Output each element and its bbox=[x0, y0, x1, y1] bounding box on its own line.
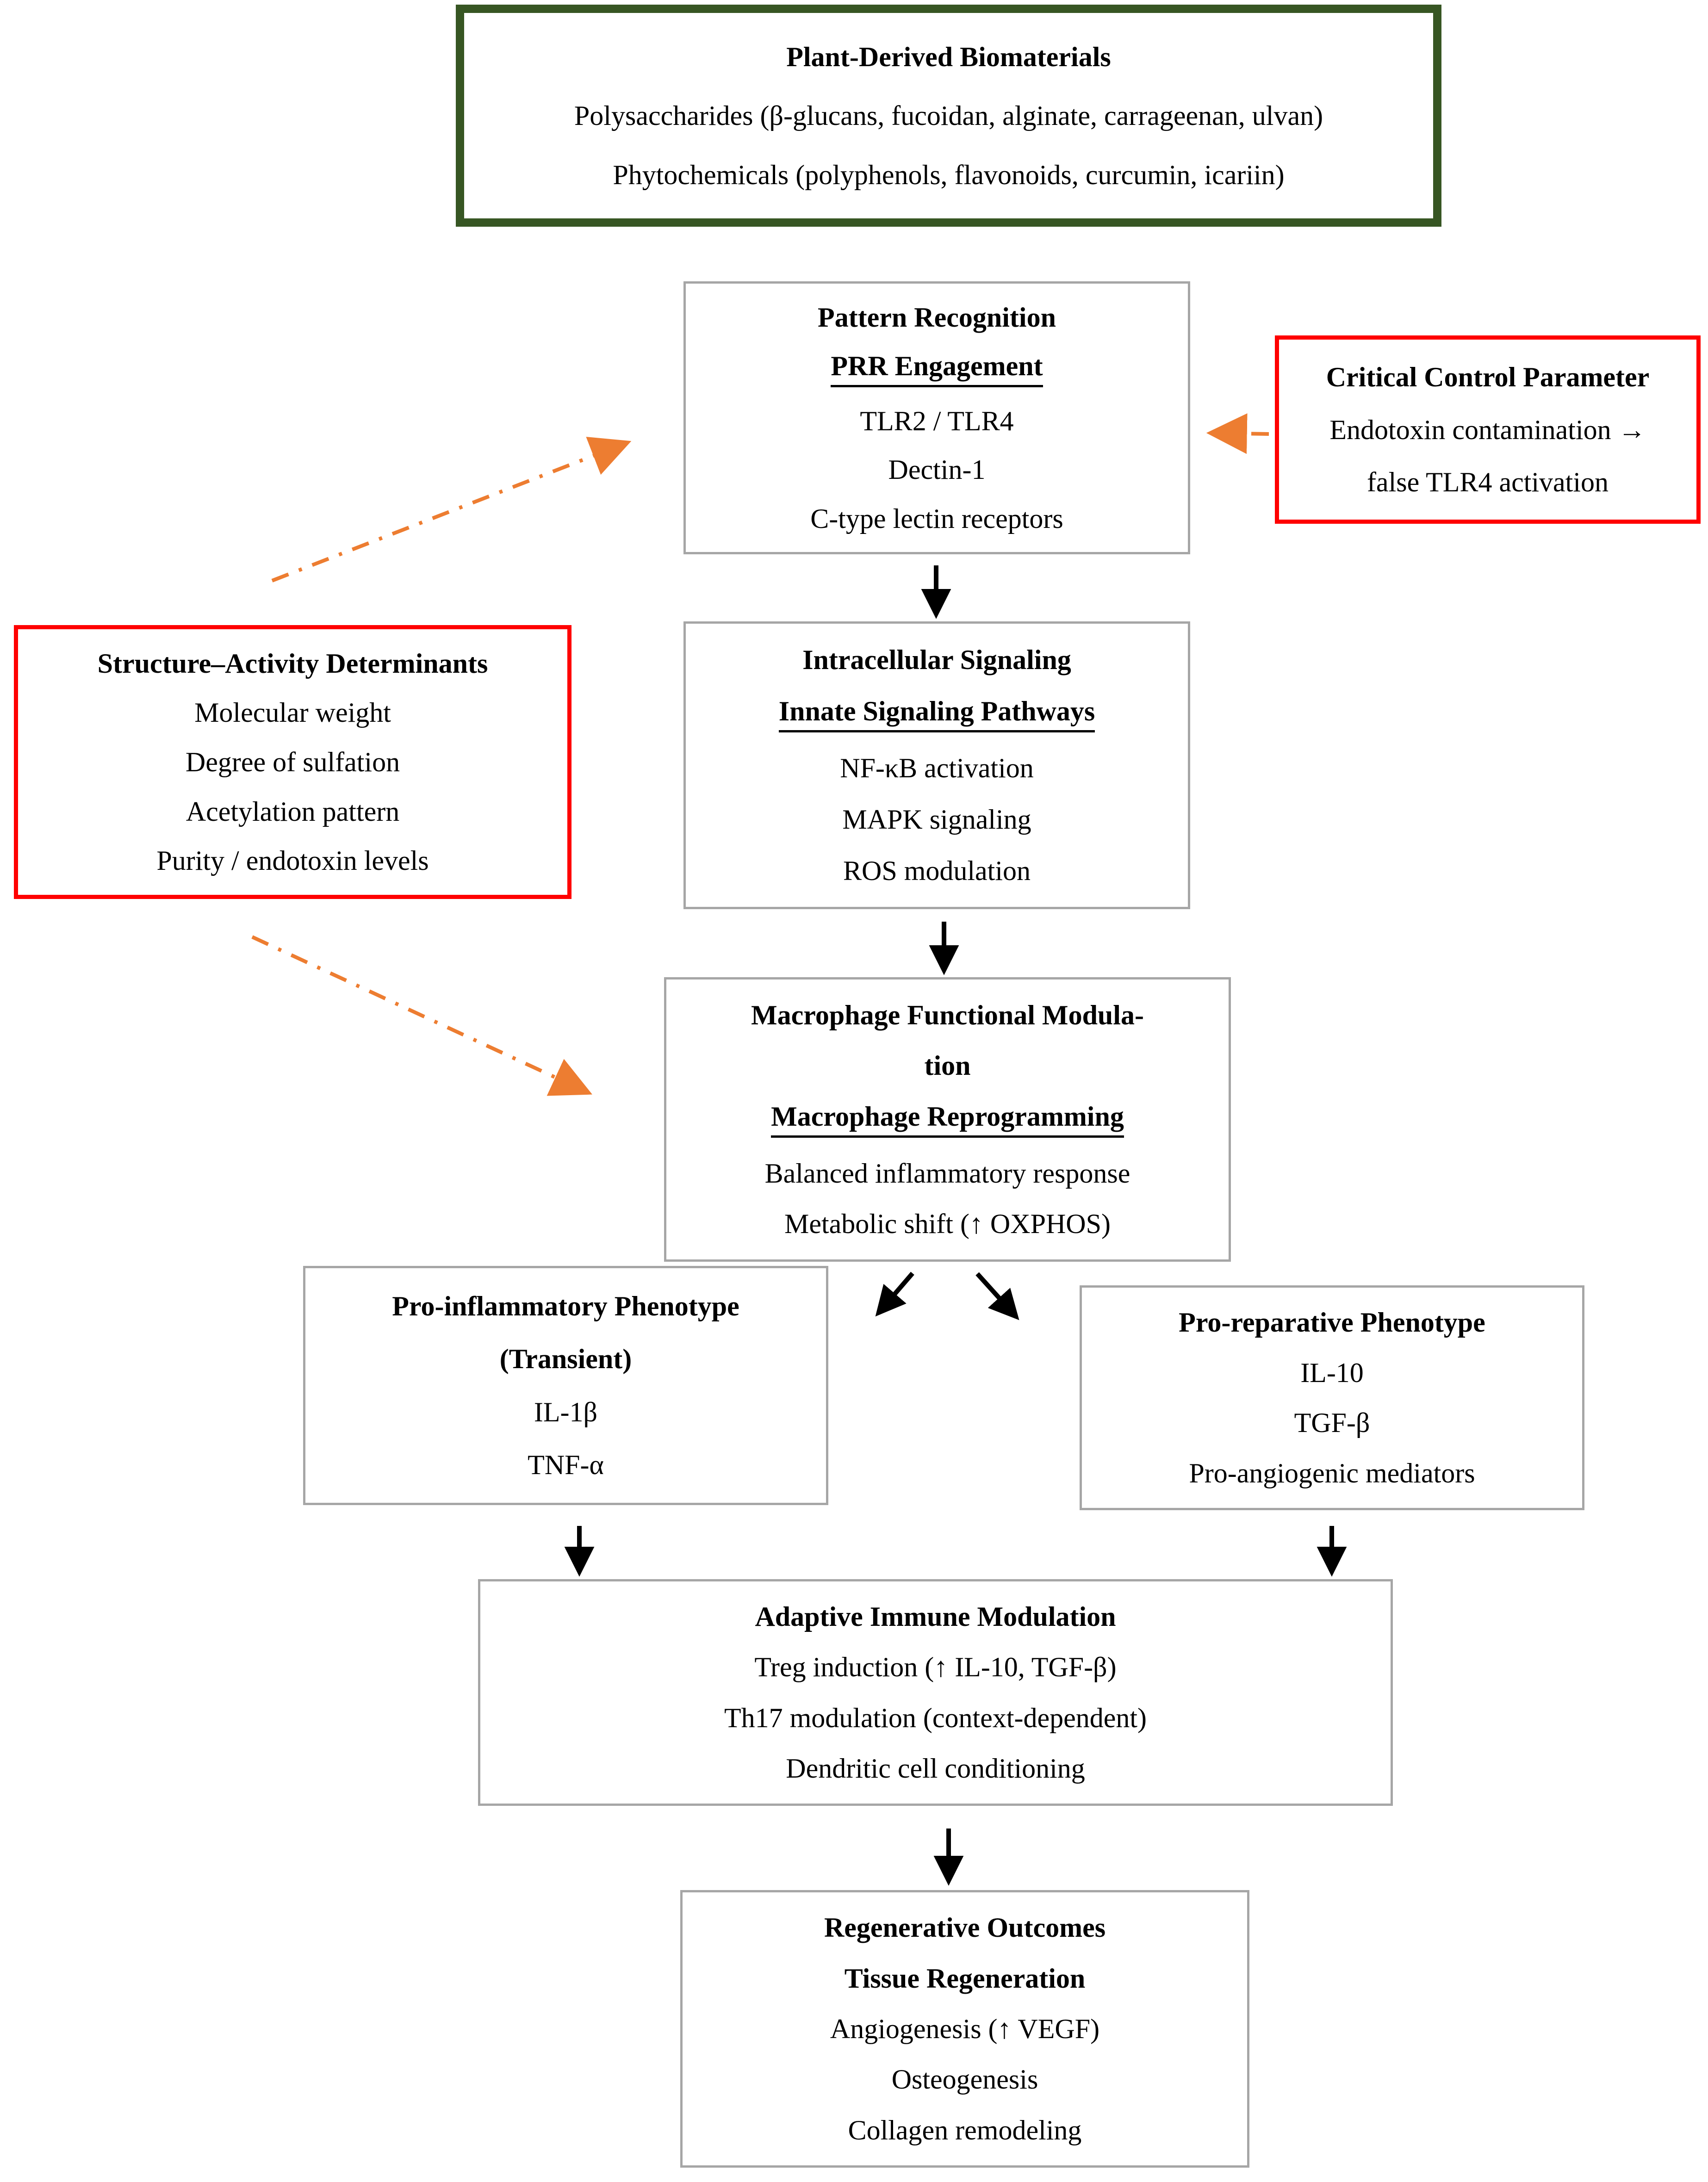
node-subtitle: Macrophage Reprogramming bbox=[771, 1101, 1124, 1138]
node-text-line: C-type lectin receptors bbox=[810, 503, 1063, 534]
node-title: Critical Control Parameter bbox=[1326, 361, 1650, 392]
node-text-line: Dectin-1 bbox=[888, 454, 986, 485]
node-title: (Transient) bbox=[499, 1344, 632, 1375]
node-text-line: Treg induction (↑ IL-10, TGF-β) bbox=[754, 1652, 1117, 1683]
node-structure-activity-determinants bbox=[14, 625, 571, 899]
node-text-line: ROS modulation bbox=[843, 855, 1031, 886]
arrow-ccp-to-pattern-recognition bbox=[1212, 433, 1269, 434]
node-title: Pro-reparative Phenotype bbox=[1179, 1307, 1485, 1338]
node-title: Regenerative Outcomes bbox=[824, 1912, 1106, 1943]
node-text-line: Balanced inflammatory response bbox=[764, 1158, 1130, 1189]
arrow-macrophage-to-proreparative bbox=[977, 1274, 1016, 1317]
node-text-line: MAPK signaling bbox=[842, 804, 1031, 835]
arrow-sa-to-macrophage bbox=[252, 937, 587, 1092]
node-text-line: Molecular weight bbox=[194, 697, 391, 728]
node-adaptive-immune-modulation bbox=[478, 1579, 1393, 1806]
node-title: Tissue Regeneration bbox=[844, 1963, 1086, 1994]
node-text-line: Degree of sulfation bbox=[185, 746, 400, 777]
node-text-line: Collagen remodeling bbox=[848, 2114, 1082, 2145]
node-intracellular-signaling bbox=[683, 621, 1190, 909]
node-text-line: Polysaccharides (β-glucans, fucoidan, alginate, carrageenan, ulvan) bbox=[574, 100, 1323, 131]
node-text-line: Endotoxin contamination → bbox=[1329, 414, 1646, 445]
node-title: Adaptive Immune Modulation bbox=[755, 1601, 1116, 1632]
node-subtitle: Innate Signaling Pathways bbox=[779, 696, 1095, 732]
node-title: Macrophage Functional Modula- bbox=[751, 999, 1144, 1030]
node-text-line: Purity / endotoxin levels bbox=[156, 845, 429, 876]
node-text-line: Phytochemicals (polyphenols, flavonoids, curcumin, icariin) bbox=[613, 159, 1285, 190]
node-text-line: Osteogenesis bbox=[891, 2064, 1038, 2095]
node-pattern-recognition bbox=[683, 281, 1190, 554]
node-title: Structure–Activity Determinants bbox=[97, 648, 488, 679]
node-title: Pattern Recognition bbox=[818, 302, 1056, 333]
node-text-line: IL-10 bbox=[1300, 1357, 1364, 1388]
node-regenerative-outcomes bbox=[680, 1890, 1249, 2168]
node-text-line: Dendritic cell conditioning bbox=[786, 1753, 1085, 1784]
node-title: Intracellular Signaling bbox=[802, 644, 1071, 675]
node-text-line: TNF-α bbox=[528, 1450, 604, 1481]
node-text-line: Metabolic shift (↑ OXPHOS) bbox=[784, 1209, 1111, 1240]
node-title: tion bbox=[924, 1050, 971, 1081]
node-subtitle: PRR Engagement bbox=[831, 351, 1043, 387]
node-text-line: TLR2 / TLR4 bbox=[860, 405, 1014, 436]
node-text-line: Acetylation pattern bbox=[186, 796, 400, 827]
node-title: Pro-inflammatory Phenotype bbox=[392, 1290, 739, 1321]
node-text-line: Th17 modulation (context-dependent) bbox=[724, 1702, 1147, 1733]
node-text-line: NF-κB activation bbox=[840, 753, 1034, 784]
arrow-sa-to-pattern-recognition bbox=[272, 443, 626, 581]
node-critical-control-parameter bbox=[1275, 335, 1701, 524]
node-macrophage-functional-modulation bbox=[664, 977, 1231, 1262]
node-title: Plant-Derived Biomaterials bbox=[786, 41, 1111, 72]
node-pro-reparative-phenotype bbox=[1080, 1285, 1584, 1510]
node-plant-derived-biomaterials bbox=[456, 5, 1441, 227]
arrow-macrophage-to-proinflammatory bbox=[878, 1273, 913, 1313]
node-text-line: TGF-β bbox=[1294, 1407, 1370, 1438]
node-pro-inflammatory-phenotype bbox=[303, 1266, 828, 1505]
node-text-line: IL-1β bbox=[534, 1396, 598, 1427]
node-text-line: false TLR4 activation bbox=[1366, 467, 1609, 498]
node-text-line: Pro-angiogenic mediators bbox=[1189, 1457, 1475, 1488]
node-text-line: Angiogenesis (↑ VEGF) bbox=[830, 2013, 1100, 2044]
